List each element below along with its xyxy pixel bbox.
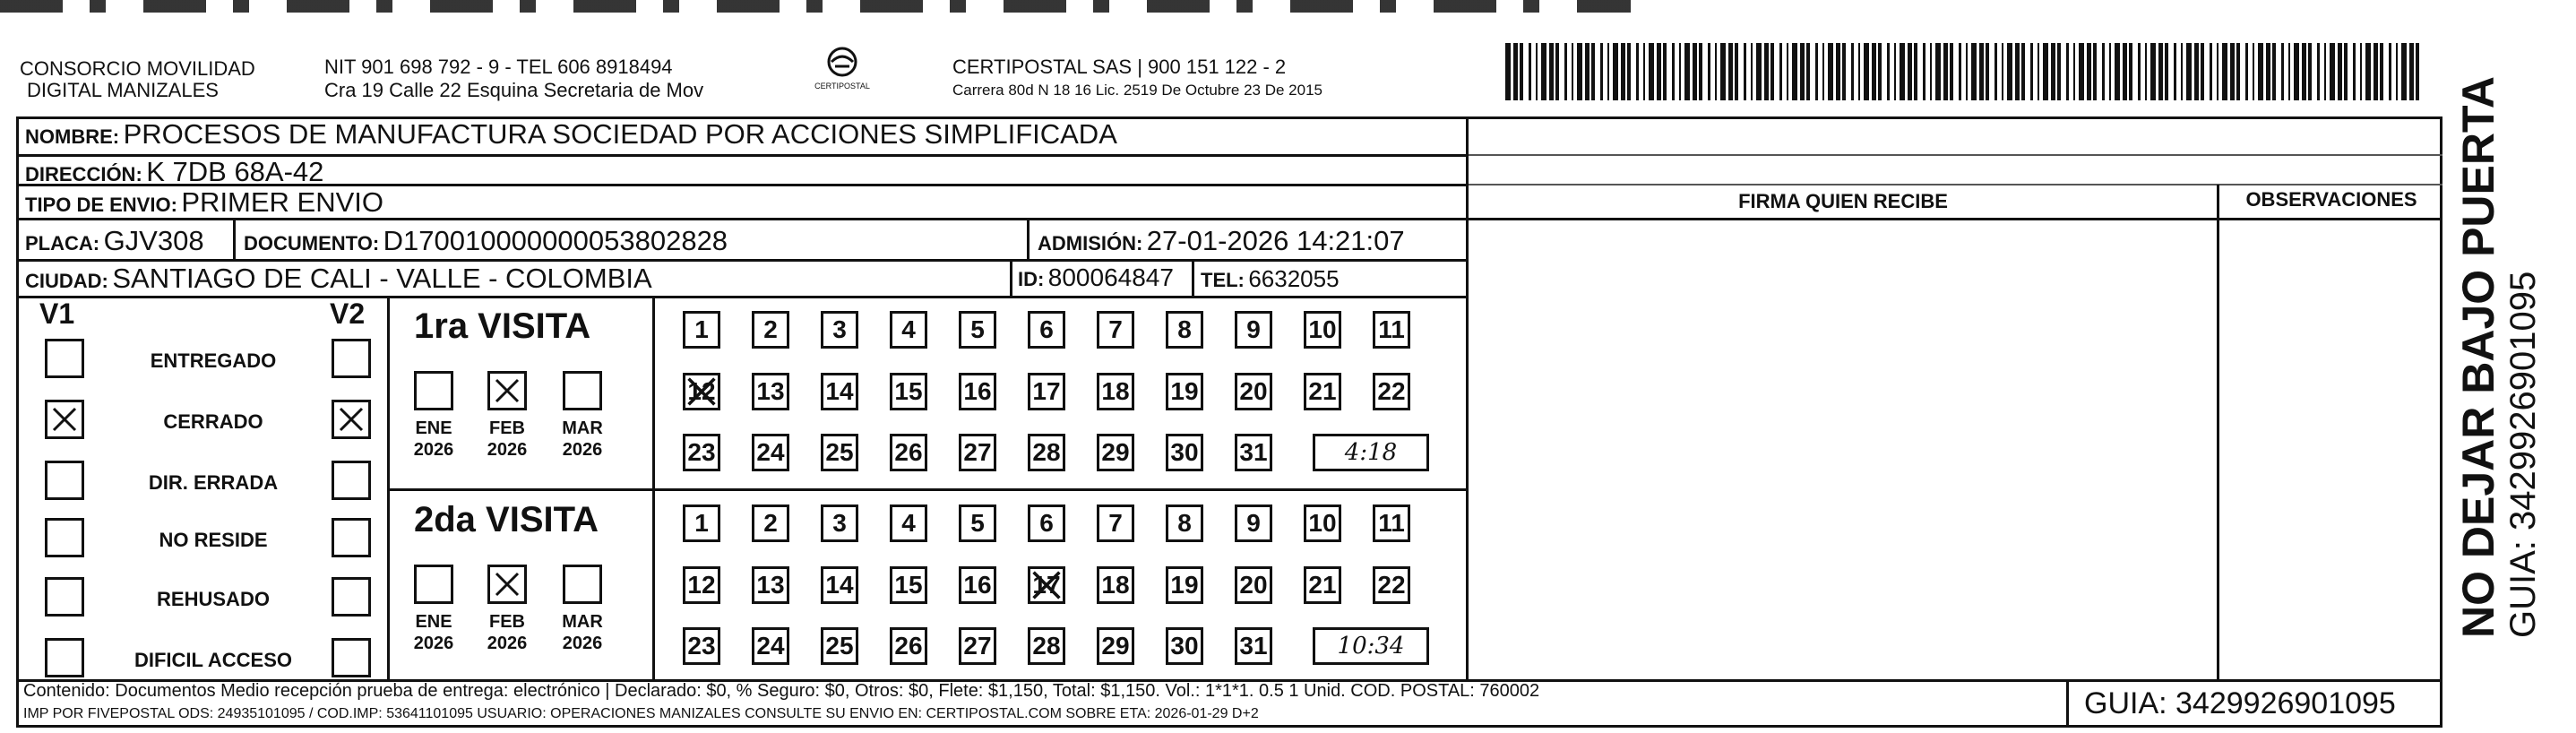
courier-logo-text: CERTIPOSTAL (814, 82, 870, 91)
visit-time-handwritten: 10:34 (1337, 633, 1405, 660)
day-checkbox[interactable] (683, 373, 720, 410)
footer-guia: GUIA: 3429926901095 (2084, 686, 2396, 720)
day-number: 27 (963, 438, 992, 466)
day-number: 3 (832, 509, 847, 537)
month-year: 2026 (562, 440, 603, 460)
day-checkbox[interactable] (1235, 434, 1272, 471)
day-number: 14 (825, 377, 854, 405)
admision-value: 27-01-2026 14:21:07 (1146, 225, 1405, 256)
day-checkbox[interactable] (959, 504, 996, 542)
day-number: 18 (1101, 571, 1130, 599)
day-checkbox[interactable] (890, 504, 927, 542)
direccion-value: K 7DB 68A-42 (146, 156, 324, 187)
month-name: MAR (562, 418, 603, 438)
month-year: 2026 (413, 440, 454, 460)
firma-area[interactable] (1469, 220, 2215, 677)
placa-row (25, 225, 204, 257)
day-checkbox[interactable] (1304, 566, 1341, 604)
direccion-label: DIRECCIÓN: (25, 163, 142, 185)
month-checkbox-mar[interactable] (563, 565, 602, 604)
day-checkbox[interactable] (821, 311, 858, 349)
day-checkbox[interactable] (959, 566, 996, 604)
month-checkbox-mar[interactable] (563, 371, 602, 410)
day-number: 26 (894, 438, 923, 466)
firma-header: FIRMA QUIEN RECIBE (1738, 190, 1948, 212)
day-number: 12 (687, 377, 716, 405)
day-checkbox[interactable] (1166, 311, 1203, 349)
check-x-icon (685, 375, 718, 408)
status-label: DIFICIL ACCESO (134, 649, 292, 671)
check-x-icon (494, 571, 521, 598)
day-checkbox[interactable] (752, 434, 789, 471)
day-number: 20 (1239, 571, 1268, 599)
tipo-row (25, 186, 383, 219)
day-number: 24 (756, 632, 785, 660)
visit-time-box[interactable] (1313, 434, 1429, 471)
direccion-row (25, 156, 323, 188)
v1-checkbox[interactable] (45, 461, 84, 500)
day-checkbox[interactable] (1097, 627, 1134, 665)
day-number: 5 (970, 315, 985, 343)
sender-name-line1: CONSORCIO MOVILIDAD (20, 57, 255, 80)
nombre-row (25, 118, 1117, 151)
day-number: 10 (1308, 315, 1337, 343)
day-number: 18 (1101, 377, 1130, 405)
day-number: 2 (763, 509, 778, 537)
day-checkbox[interactable] (683, 311, 720, 349)
top-edge-strip (0, 0, 1631, 13)
courier-logo-icon (823, 47, 862, 77)
v1-label: V1 (39, 298, 75, 330)
v1-checkbox[interactable] (45, 400, 84, 439)
visit-time-handwritten: 4:18 (1344, 439, 1398, 466)
day-number: 20 (1239, 377, 1268, 405)
v2-checkbox[interactable] (332, 518, 371, 557)
status-label: REHUSADO (157, 588, 270, 610)
v1-checkbox[interactable] (45, 638, 84, 677)
sender-nit: NIT 901 698 792 - 9 - TEL 606 8918494 (324, 56, 673, 78)
day-checkbox[interactable] (1028, 566, 1065, 604)
check-x-icon (494, 377, 521, 404)
visit-time-box[interactable] (1313, 627, 1429, 665)
day-number: 23 (687, 632, 716, 660)
day-number: 9 (1246, 315, 1261, 343)
day-number: 15 (894, 571, 923, 599)
v2-checkbox[interactable] (332, 638, 371, 677)
day-checkbox[interactable] (959, 311, 996, 349)
tipo-label: TIPO DE ENVIO: (25, 194, 177, 216)
sender-info (324, 56, 703, 102)
day-number: 3 (832, 315, 847, 343)
month-checkbox-ene[interactable] (414, 565, 453, 604)
day-checkbox[interactable] (959, 434, 996, 471)
footer-contenido: Contenido: Documentos Medio recepción prueba de entrega: electrónico | Declarado: $0, % Seguro: $0, Otros: $0, Flete: $1,150, Total: $1,150. Vol.: 1*1*1. 0.5 1 Unid. COD. POSTAL: 760002 (23, 681, 1540, 701)
day-checkbox[interactable] (1373, 566, 1410, 604)
day-checkbox[interactable] (1097, 373, 1134, 410)
sender-name-line2: DIGITAL MANIZALES (27, 79, 219, 101)
month-label (550, 418, 615, 461)
sender-name (20, 58, 255, 101)
day-number: 30 (1170, 632, 1199, 660)
day-number: 8 (1177, 315, 1192, 343)
day-number: 4 (901, 509, 916, 537)
day-checkbox[interactable] (1097, 504, 1134, 542)
month-label (550, 611, 615, 654)
ciudad-label: CIUDAD: (25, 270, 108, 292)
month-name: ENE (415, 418, 452, 438)
day-checkbox[interactable] (683, 434, 720, 471)
day-checkbox[interactable] (890, 311, 927, 349)
day-number: 9 (1246, 509, 1261, 537)
day-checkbox[interactable] (683, 504, 720, 542)
day-checkbox[interactable] (1235, 311, 1272, 349)
day-checkbox[interactable] (821, 566, 858, 604)
day-number: 19 (1170, 377, 1199, 405)
day-checkbox[interactable] (821, 627, 858, 665)
day-number: 4 (901, 315, 916, 343)
day-checkbox[interactable] (1373, 311, 1410, 349)
admision-label: ADMISIÓN: (1038, 232, 1143, 254)
day-number: 16 (963, 377, 992, 405)
day-number: 7 (1108, 315, 1123, 343)
day-checkbox[interactable] (890, 566, 927, 604)
day-number: 22 (1377, 571, 1406, 599)
nombre-value: PROCESOS DE MANUFACTURA SOCIEDAD POR ACCIONES SIMPLIFICADA (123, 118, 1117, 150)
month-year: 2026 (562, 634, 603, 653)
day-checkbox[interactable] (1028, 504, 1065, 542)
month-label (475, 611, 539, 654)
day-checkbox[interactable] (890, 434, 927, 471)
day-checkbox[interactable] (890, 373, 927, 410)
day-checkbox[interactable] (1235, 566, 1272, 604)
nombre-label: NOMBRE: (25, 125, 120, 148)
day-checkbox[interactable] (752, 566, 789, 604)
day-number: 13 (756, 571, 785, 599)
month-label (401, 418, 466, 461)
day-checkbox[interactable] (1235, 627, 1272, 665)
observaciones-header: OBSERVACIONES (2245, 188, 2417, 211)
day-number: 25 (825, 438, 854, 466)
courier-info (952, 56, 1322, 102)
day-checkbox[interactable] (821, 504, 858, 542)
v2-checkbox[interactable] (332, 339, 371, 378)
day-number: 10 (1308, 509, 1337, 537)
month-label (401, 611, 466, 654)
month-checkbox-ene[interactable] (414, 371, 453, 410)
check-x-icon (51, 406, 78, 433)
month-label (475, 418, 539, 461)
day-number: 31 (1239, 438, 1268, 466)
day-checkbox[interactable] (1166, 434, 1203, 471)
day-checkbox[interactable] (1304, 373, 1341, 410)
day-checkbox[interactable] (1097, 311, 1134, 349)
placa-label: PLACA: (25, 232, 100, 254)
observaciones-area[interactable] (2220, 220, 2441, 677)
day-checkbox[interactable] (1028, 373, 1065, 410)
day-checkbox[interactable] (1097, 434, 1134, 471)
day-checkbox[interactable] (752, 373, 789, 410)
status-label: NO RESIDE (159, 529, 268, 551)
day-number: 19 (1170, 571, 1199, 599)
day-checkbox[interactable] (752, 311, 789, 349)
day-number: 5 (970, 509, 985, 537)
day-checkbox[interactable] (821, 373, 858, 410)
month-name: FEB (489, 612, 525, 632)
tipo-value: PRIMER ENVIO (181, 186, 384, 218)
day-checkbox[interactable] (1166, 504, 1203, 542)
admision-cell (1038, 225, 1405, 257)
visit-title: 2da VISITA (414, 500, 599, 539)
v2-label: V2 (330, 298, 366, 330)
placa-value: GJV308 (103, 225, 204, 256)
day-checkbox[interactable] (752, 627, 789, 665)
day-checkbox[interactable] (1028, 311, 1065, 349)
v1-checkbox[interactable] (45, 339, 84, 378)
day-number: 1 (694, 315, 709, 343)
day-checkbox[interactable] (683, 566, 720, 604)
day-checkbox[interactable] (821, 434, 858, 471)
day-number: 14 (825, 571, 854, 599)
day-number: 25 (825, 632, 854, 660)
month-name: ENE (415, 612, 452, 632)
day-number: 29 (1101, 632, 1130, 660)
month-checkbox-feb[interactable] (487, 565, 527, 604)
day-number: 8 (1177, 509, 1192, 537)
day-number: 21 (1308, 377, 1337, 405)
day-number: 27 (963, 632, 992, 660)
day-number: 17 (1032, 377, 1061, 405)
month-name: MAR (562, 612, 603, 632)
day-checkbox[interactable] (683, 627, 720, 665)
day-number: 21 (1308, 571, 1337, 599)
courier-logo (811, 47, 874, 100)
tel-label: TEL: (1201, 269, 1245, 291)
tel-value: 6632055 (1248, 265, 1340, 292)
day-number: 15 (894, 377, 923, 405)
day-checkbox[interactable] (959, 373, 996, 410)
day-checkbox[interactable] (1235, 504, 1272, 542)
day-checkbox[interactable] (1304, 311, 1341, 349)
day-number: 28 (1032, 632, 1061, 660)
side-guia: GUIA: 3429926901095 (2503, 271, 2543, 638)
day-number: 7 (1108, 509, 1123, 537)
day-number: 26 (894, 632, 923, 660)
status-label: ENTREGADO (150, 349, 277, 372)
side-text (2453, 76, 2561, 638)
day-checkbox[interactable] (1097, 566, 1134, 604)
documento-label: DOCUMENTO: (244, 232, 380, 254)
day-number: 29 (1101, 438, 1130, 466)
day-number: 31 (1239, 632, 1268, 660)
day-number: 23 (687, 438, 716, 466)
v2-checkbox[interactable] (332, 400, 371, 439)
month-year: 2026 (487, 440, 528, 460)
month-checkbox-feb[interactable] (487, 371, 527, 410)
day-checkbox[interactable] (1166, 627, 1203, 665)
day-number: 6 (1039, 509, 1054, 537)
ciudad-value: SANTIAGO DE CALI - VALLE - COLOMBIA (112, 263, 652, 294)
day-checkbox[interactable] (1166, 566, 1203, 604)
sender-address: Cra 19 Calle 22 Esquina Secretaria de Mov (324, 79, 704, 101)
id-cell (1018, 263, 1174, 292)
status-label: DIR. ERRADA (148, 471, 279, 494)
day-checkbox[interactable] (1166, 373, 1203, 410)
documento-value: D170010000000053802828 (383, 225, 728, 256)
day-number: 12 (687, 571, 716, 599)
day-number: 24 (756, 438, 785, 466)
day-checkbox[interactable] (752, 504, 789, 542)
footer-imp: IMP POR FIVEPOSTAL ODS: 24935101095 / COD.IMP: 53641101095 USUARIO: OPERACIONES MANIZALES CONSULTE SU ENVIO EN: CERTIPOSTAL.COM SOBRE ETA: 2026-01-29 D+2 (23, 706, 1259, 721)
day-number: 11 (1378, 509, 1405, 537)
day-checkbox[interactable] (1373, 373, 1410, 410)
month-year: 2026 (487, 634, 528, 653)
check-x-icon (338, 406, 365, 433)
day-checkbox[interactable] (1028, 434, 1065, 471)
courier-name: CERTIPOSTAL SAS | 900 151 122 - 2 (952, 56, 1287, 78)
day-number: 16 (963, 571, 992, 599)
side-warning: NO DEJAR BAJO PUERTA (2453, 76, 2503, 638)
v2-checkbox[interactable] (332, 461, 371, 500)
status-label: CERRADO (163, 410, 263, 433)
day-number: 2 (763, 315, 778, 343)
id-value: 800064847 (1047, 263, 1174, 291)
v1-checkbox[interactable] (45, 577, 84, 617)
tel-cell (1201, 265, 1340, 293)
documento-cell (244, 225, 728, 257)
barcode (1505, 43, 2428, 100)
day-checkbox[interactable] (959, 627, 996, 665)
check-x-icon (1030, 569, 1063, 601)
month-year: 2026 (413, 634, 454, 653)
day-number: 30 (1170, 438, 1199, 466)
courier-address: Carrera 80d N 18 16 Lic. 2519 De Octubre 23 De 2015 (952, 82, 1322, 99)
v1-checkbox[interactable] (45, 518, 84, 557)
day-number: 22 (1377, 377, 1406, 405)
day-number: 17 (1032, 571, 1061, 599)
v2-checkbox[interactable] (332, 577, 371, 617)
day-number: 1 (694, 509, 709, 537)
id-label: ID: (1018, 268, 1045, 290)
ciudad-row (25, 263, 652, 295)
day-checkbox[interactable] (1373, 504, 1410, 542)
day-checkbox[interactable] (1028, 627, 1065, 665)
day-checkbox[interactable] (1304, 504, 1341, 542)
day-number: 11 (1378, 315, 1405, 343)
day-number: 13 (756, 377, 785, 405)
visit-title: 1ra VISITA (414, 306, 591, 346)
day-number: 6 (1039, 315, 1054, 343)
day-checkbox[interactable] (1235, 373, 1272, 410)
day-number: 28 (1032, 438, 1061, 466)
month-name: FEB (489, 418, 525, 438)
day-checkbox[interactable] (890, 627, 927, 665)
